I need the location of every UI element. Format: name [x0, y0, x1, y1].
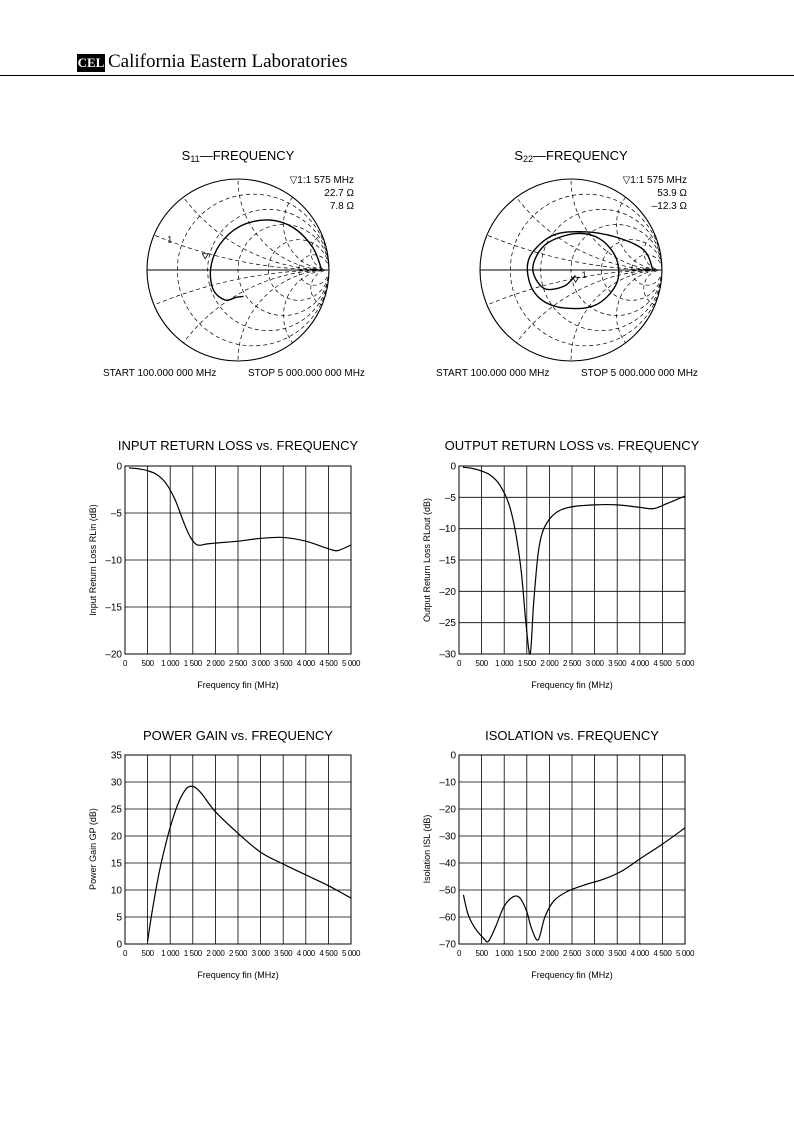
- s22-start-label: START 100.000 000 MHz: [436, 368, 550, 379]
- isolation-x-tick-label: 4 000: [630, 949, 649, 958]
- input-return-loss-data-point: [237, 541, 238, 542]
- power-gain-x-tick-label: 3 000: [251, 949, 270, 958]
- power-gain-x-axis-label: Frequency fin (MHz): [197, 970, 279, 980]
- power-gain-x-tick-label: 1 000: [161, 949, 180, 958]
- s22-title-rest: —FREQUENCY: [533, 148, 628, 163]
- isolation-y-tick-label: –70: [439, 939, 456, 951]
- isolation-data-point: [684, 827, 685, 828]
- s11-reactance-arc: [238, 270, 420, 452]
- s22-reactance-arc: [571, 270, 753, 452]
- power-gain-x-tick-label: 5 000: [341, 949, 361, 958]
- power-gain-data-point: [172, 819, 173, 820]
- output-return-loss-data-point: [666, 503, 667, 504]
- s11-title-prefix: S: [181, 148, 191, 163]
- input-return-loss-x-tick-label: 5 000: [341, 659, 361, 668]
- power-gain-data-point: [190, 786, 191, 787]
- power-gain-data-point: [283, 863, 284, 864]
- isolation-series-line: [464, 828, 685, 942]
- s11-start-label: START 100.000 000 MHz: [103, 368, 217, 379]
- input-return-loss-data-point: [156, 474, 157, 475]
- isolation-data-point: [567, 891, 568, 892]
- isolation-y-axis-label: Isolation ISL (dB): [422, 814, 432, 884]
- input-return-loss-data-point: [215, 542, 216, 543]
- isolation-data-point: [531, 927, 532, 928]
- s11-stop-label: STOP 5 000.000 000 MHz: [248, 368, 365, 379]
- input-return-loss-x-tick-label: 3 000: [251, 659, 270, 668]
- power-gain-x-tick-label: 3 500: [274, 949, 293, 958]
- input-return-loss-x-tick-label: 2 000: [206, 659, 225, 668]
- power-gain-y-axis-label: Power Gain GP (dB): [88, 808, 98, 890]
- company-name: California Eastern Laboratories: [108, 51, 348, 72]
- isolation-data-point: [585, 884, 586, 885]
- output-return-loss-data-point: [515, 531, 516, 532]
- input-return-loss-data-point: [350, 544, 351, 545]
- output-return-loss-x-tick-label: 2 500: [562, 659, 582, 668]
- output-return-loss-y-axis-label: Output Return Loss RLout (dB): [422, 497, 432, 623]
- isolation-data-point: [495, 927, 496, 928]
- power-gain-data-point: [328, 885, 329, 886]
- input-return-loss-x-tick-label: 4 500: [319, 659, 338, 668]
- power-gain-y-tick-label: 35: [110, 750, 122, 762]
- isolation-x-tick-label: 2 000: [540, 949, 559, 958]
- power-gain-data-point: [165, 844, 166, 845]
- output-return-loss-data-point: [490, 475, 491, 476]
- input-return-loss-y-tick-label: –15: [105, 602, 122, 614]
- input-return-loss-data-point: [328, 548, 329, 549]
- isolation-chart: [422, 728, 695, 980]
- output-return-loss-data-point: [499, 484, 500, 485]
- input-return-loss-data-point: [147, 470, 148, 471]
- isolation-data-point: [526, 911, 527, 912]
- s22-marker-readout-freq: ▽1:1 575 MHz: [622, 175, 687, 186]
- s22-marker-label: 1: [581, 270, 587, 281]
- input-return-loss-series-line: [130, 468, 351, 551]
- isolation-data-point: [504, 906, 505, 907]
- input-return-loss-x-tick-label: 1 500: [183, 659, 202, 668]
- isolation-y-tick-label: –50: [439, 885, 456, 897]
- power-gain-y-tick-label: 30: [110, 777, 122, 789]
- output-return-loss-data-point: [594, 504, 595, 505]
- s22-reference-dot: [645, 268, 649, 272]
- input-return-loss-data-point: [165, 482, 166, 483]
- output-return-loss-x-tick-label: 5 000: [675, 659, 695, 668]
- power-gain-data-point: [179, 800, 180, 801]
- isolation-data-point: [467, 914, 468, 915]
- input-return-loss-data-point: [206, 543, 207, 544]
- isolation-data-point: [519, 898, 520, 899]
- output-return-loss-data-point: [538, 553, 539, 554]
- s22-reactance-arc: [207, 270, 794, 1123]
- output-return-loss-x-tick-label: 2 000: [540, 659, 559, 668]
- output-return-loss-data-point: [533, 603, 534, 604]
- input-return-loss-x-tick-label: 2 500: [228, 659, 248, 668]
- output-return-loss-data-point: [684, 495, 685, 496]
- input-return-loss-x-axis-label: Frequency fin (MHz): [197, 680, 279, 690]
- s11-reactance-arc: [0, 0, 784, 270]
- output-return-loss-x-tick-label: 0: [456, 659, 462, 668]
- power-gain-x-tick-label: 1 500: [183, 949, 202, 958]
- isolation-title: ISOLATION vs. FREQUENCY: [485, 728, 659, 743]
- output-return-loss-x-tick-label: 1 000: [495, 659, 514, 668]
- power-gain-chart: [88, 728, 361, 980]
- isolation-x-tick-label: 500: [475, 949, 488, 958]
- power-gain-data-point: [152, 911, 153, 912]
- s22-stop-label: STOP 5 000.000 000 MHz: [581, 368, 698, 379]
- output-return-loss-data-point: [653, 508, 654, 509]
- power-gain-x-tick-label: 500: [141, 949, 154, 958]
- input-return-loss-x-tick-label: 1 000: [161, 659, 180, 668]
- isolation-data-point: [553, 900, 554, 901]
- power-gain-data-point: [350, 898, 351, 899]
- isolation-y-tick-label: –10: [439, 777, 456, 789]
- input-return-loss-y-tick-label: –20: [105, 649, 122, 661]
- input-return-loss-data-point: [129, 467, 130, 468]
- power-gain-data-point: [158, 873, 159, 874]
- output-return-loss-x-axis-label: Frequency fin (MHz): [531, 680, 613, 690]
- s22-reactance-arc: [480, 0, 794, 270]
- output-return-loss-y-tick-label: –30: [439, 649, 456, 661]
- output-return-loss-data-point: [617, 504, 618, 505]
- isolation-data-point: [474, 927, 475, 928]
- isolation-x-tick-label: 5 000: [675, 949, 695, 958]
- isolation-y-tick-label: –60: [439, 912, 456, 924]
- isolation-data-point: [544, 916, 545, 917]
- power-gain-x-tick-label: 4 500: [319, 949, 338, 958]
- isolation-data-point: [538, 939, 539, 940]
- output-return-loss-data-point: [571, 506, 572, 507]
- output-return-loss-y-tick-label: –10: [439, 524, 456, 536]
- output-return-loss-x-tick-label: 4 500: [653, 659, 672, 668]
- isolation-data-point: [639, 858, 640, 859]
- s22-marker-readout-imag: –12.3 Ω: [651, 201, 687, 212]
- isolation-y-tick-label: –20: [439, 804, 456, 816]
- power-gain-data-point: [260, 852, 261, 853]
- output-return-loss-data-point: [530, 653, 531, 654]
- isolation-x-tick-label: 0: [456, 949, 462, 958]
- input-return-loss-y-tick-label: –5: [110, 508, 122, 520]
- s22-title-prefix: S: [514, 148, 524, 163]
- s11-title: [182, 148, 295, 164]
- cel-logo: CEL: [77, 55, 105, 70]
- input-return-loss-x-tick-label: 3 500: [274, 659, 293, 668]
- power-gain-data-point: [147, 941, 148, 942]
- isolation-x-tick-label: 1 500: [517, 949, 536, 958]
- s22-marker-readout-real: 53.9 Ω: [657, 188, 687, 199]
- isolation-y-tick-label: –40: [439, 858, 456, 870]
- power-gain-y-tick-label: 15: [110, 858, 122, 870]
- s22-title-subscript: 22: [523, 154, 534, 164]
- output-return-loss-data-point: [521, 572, 522, 573]
- power-gain-x-tick-label: 0: [122, 949, 128, 958]
- isolation-x-tick-label: 2 500: [562, 949, 582, 958]
- s22-reactance-arc: [617, 270, 708, 361]
- s11-marker-triangle: [202, 254, 208, 259]
- output-return-loss-y-tick-label: 0: [450, 461, 456, 473]
- isolation-data-point: [513, 896, 514, 897]
- power-gain-data-point: [237, 833, 238, 834]
- input-return-loss-x-tick-label: 500: [141, 659, 154, 668]
- output-return-loss-data-point: [549, 519, 550, 520]
- isolation-x-tick-label: 1 000: [495, 949, 514, 958]
- input-return-loss-y-axis-label: Input Return Loss RLin (dB): [88, 504, 98, 616]
- output-return-loss-x-tick-label: 3 500: [608, 659, 627, 668]
- s11-title-rest: —FREQUENCY: [199, 148, 295, 163]
- output-return-loss-data-point: [472, 468, 473, 469]
- power-gain-x-tick-label: 2 500: [228, 949, 248, 958]
- isolation-x-tick-label: 3 500: [608, 949, 627, 958]
- s11-marker-readout-real: 22.7 Ω: [324, 188, 354, 199]
- power-gain-data-point: [185, 788, 186, 789]
- power-gain-y-tick-label: 0: [116, 939, 122, 951]
- output-return-loss-data-point: [463, 467, 464, 468]
- output-return-loss-title: OUTPUT RETURN LOSS vs. FREQUENCY: [444, 438, 700, 453]
- s11-trace: [210, 220, 321, 300]
- power-gain-x-tick-label: 2 000: [206, 949, 225, 958]
- power-gain-y-tick-label: 10: [110, 885, 122, 897]
- s22-title: [514, 148, 628, 164]
- output-return-loss-y-tick-label: –15: [439, 555, 456, 567]
- output-return-loss-data-point: [542, 531, 543, 532]
- power-gain-data-point: [201, 793, 202, 794]
- input-return-loss-data-point: [183, 522, 184, 523]
- output-return-loss-data-point: [639, 507, 640, 508]
- isolation-data-point: [488, 941, 489, 942]
- power-gain-data-point: [194, 787, 195, 788]
- output-return-loss-data-point: [525, 622, 526, 623]
- input-return-loss-data-point: [174, 498, 175, 499]
- power-gain-series-line: [148, 786, 351, 941]
- power-gain-data-point: [215, 811, 216, 812]
- power-gain-y-tick-label: 20: [110, 831, 122, 843]
- output-return-loss-y-tick-label: –25: [439, 618, 456, 630]
- output-return-loss-x-tick-label: 1 500: [517, 659, 536, 668]
- input-return-loss-chart: [88, 438, 361, 690]
- s11-reactance-arc: [0, 270, 784, 1123]
- isolation-data-point: [603, 879, 604, 880]
- output-return-loss-data-point: [481, 470, 482, 471]
- output-return-loss-chart: [422, 438, 700, 690]
- power-gain-x-tick-label: 4 000: [296, 949, 315, 958]
- s11-marker-readout-freq: ▽1:1 575 MHz: [289, 175, 354, 186]
- output-return-loss-series-line: [464, 467, 685, 654]
- input-return-loss-data-point: [305, 541, 306, 542]
- s11-reactance-arc: [147, 0, 511, 270]
- input-return-loss-data-point: [138, 468, 139, 469]
- isolation-data-point: [662, 844, 663, 845]
- input-return-loss-data-point: [283, 537, 284, 538]
- input-return-loss-data-point: [197, 544, 198, 545]
- isolation-data-point: [483, 938, 484, 939]
- isolation-y-tick-label: –30: [439, 831, 456, 843]
- isolation-x-axis-label: Frequency fin (MHz): [531, 970, 613, 980]
- power-gain-title: POWER GAIN vs. FREQUENCY: [143, 728, 333, 743]
- output-return-loss-data-point: [558, 511, 559, 512]
- isolation-x-tick-label: 4 500: [653, 949, 672, 958]
- input-return-loss-data-point: [190, 537, 191, 538]
- s11-reactance-arc: [284, 270, 375, 361]
- s22-marker-triangle: [573, 277, 579, 282]
- output-return-loss-x-tick-label: 500: [475, 659, 488, 668]
- output-return-loss-x-tick-label: 3 000: [585, 659, 604, 668]
- output-return-loss-y-tick-label: –20: [439, 586, 456, 598]
- isolation-x-tick-label: 3 000: [585, 949, 604, 958]
- isolation-y-tick-label: 0: [450, 750, 456, 762]
- power-gain-data-point: [305, 874, 306, 875]
- input-return-loss-data-point: [337, 550, 338, 551]
- s11-reference-dot: [312, 268, 316, 272]
- s11-marker-readout-imag: 7.8 Ω: [329, 201, 354, 212]
- input-return-loss-y-tick-label: –10: [105, 555, 122, 567]
- input-return-loss-title: INPUT RETURN LOSS vs. FREQUENCY: [117, 438, 359, 453]
- input-return-loss-x-tick-label: 0: [122, 659, 128, 668]
- isolation-data-point: [621, 871, 622, 872]
- input-return-loss-x-tick-label: 4 000: [296, 659, 315, 668]
- isolation-data-point: [463, 895, 464, 896]
- power-gain-y-tick-label: 5: [116, 912, 122, 924]
- power-gain-y-tick-label: 25: [110, 804, 122, 816]
- s11-title-subscript: 11: [190, 154, 200, 164]
- s11-marker-label: 1: [167, 234, 173, 245]
- input-return-loss-data-point: [260, 538, 261, 539]
- output-return-loss-data-point: [508, 503, 509, 504]
- output-return-loss-y-tick-label: –5: [444, 492, 456, 504]
- input-return-loss-y-tick-label: 0: [116, 461, 122, 473]
- output-return-loss-x-tick-label: 4 000: [630, 659, 649, 668]
